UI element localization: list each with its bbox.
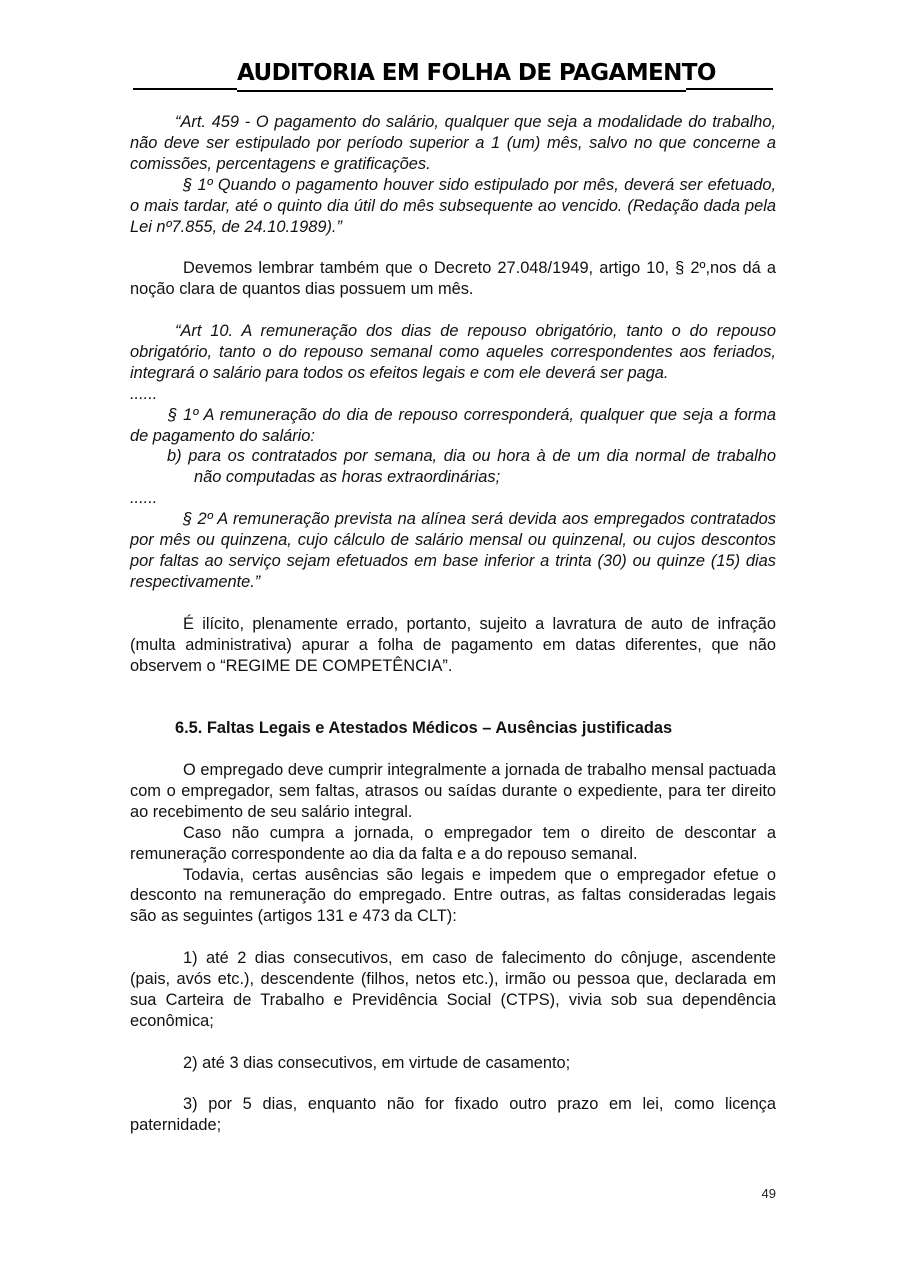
header-rule-right	[686, 88, 773, 90]
quote-art-459-par-1: § 1º Quando o pagamento houver sido estipulado por mês, deverá ser efetuado, o mais tardar, até o quinto dia útil do mês subsequente ao vencido. (Redação dada pela Lei nº7.855, de 24.10.1989).”	[130, 175, 776, 236]
page-header	[133, 56, 773, 96]
list-item-1: 1) até 2 dias consecutivos, em caso de falecimento do cônjuge, ascendente (pais, avós etc.), descendente (filhos, netos etc.), irmão ou pessoa que, declarada em sua Carteira de Trabalho e Previdência Social (CTPS), vivia sob sua dependência econômica;	[130, 949, 776, 1030]
list-item-3: 3) por 5 dias, enquanto não for fixado outro prazo em lei, como licença paternidade;	[130, 1095, 776, 1135]
header-title: AUDITORIA EM FOLHA DE PAGAMENTO	[237, 56, 686, 92]
paragraph-ilicito: É ilícito, plenamente errado, portanto, sujeito a lavratura de auto de infração (multa administrativa) apurar a folha de pagamento em datas diferentes, que não observem o “REGIME DE COMPETÊNCIA”.	[130, 614, 776, 675]
page-number: 49	[761, 1186, 776, 1201]
quote-art-10-par-2: § 2º A remuneração prevista na alínea será devida aos empregados contratados por mês ou quinzena, cujo cálculo de salário mensal ou quinzenal, ou cujos descontos por faltas ao serviço sejam efetuados em base inferior a trinta (30) ou quinze (15) dias respectivamente.”	[130, 510, 776, 591]
page-body	[130, 112, 776, 1136]
section-heading: 6.5. Faltas Legais e Atestados Médicos – Ausências justificadas	[175, 719, 673, 738]
paragraph-decreto: Devemos lembrar também que o Decreto 27.048/1949, artigo 10, § 2º,nos dá a noção clara de quantos dias possuem um mês.	[130, 259, 776, 299]
section-paragraph-2: Caso não cumpra a jornada, o empregador tem o direito de descontar a remuneração correspondente ao dia da falta e a do repouso semanal.	[130, 823, 776, 863]
header-rule-left	[133, 88, 237, 90]
section-paragraph-3: Todavia, certas ausências são legais e impedem que o empregador efetue o desconto na remuneração do empregado. Entre outras, as faltas consideradas legais são as seguintes (artigos 131 e 473 da CLT):	[130, 865, 776, 926]
list-item-2: 2) até 3 dias consecutivos, em virtude de casamento;	[183, 1053, 571, 1072]
quote-art-10: “Art 10. A remuneração dos dias de repouso obrigatório, tanto o do repouso obrigatório, tanto o do repouso semanal como aqueles correspondentes aos feriados, integrará o salário para todos os efeitos legais e com ele deverá ser paga.	[130, 322, 776, 382]
ellipsis-1: ......	[130, 384, 158, 403]
ellipsis-2: ......	[130, 489, 158, 508]
section-paragraph-1: O empregado deve cumprir integralmente a jornada de trabalho mensal pactuada com o empregador, sem faltas, atrasos ou saídas durante o expediente, para ter direito ao recebimento de seu salário integral.	[130, 761, 776, 821]
quote-art-10-item-b: b) para os contratados por semana, dia ou hora à de um dia normal de trabalho não computadas as horas extraordinárias;	[167, 447, 776, 487]
quote-art-459: “Art. 459 - O pagamento do salário, qualquer que seja a modalidade do trabalho, não deve ser estipulado por período superior a 1 (um) mês, salvo no que concerne a comissões, percentagens e gratificações.	[130, 113, 776, 173]
quote-art-10-par-1: § 1º A remuneração do dia de repouso corresponderá, qualquer que seja a forma de pagamento do salário:	[130, 405, 776, 445]
